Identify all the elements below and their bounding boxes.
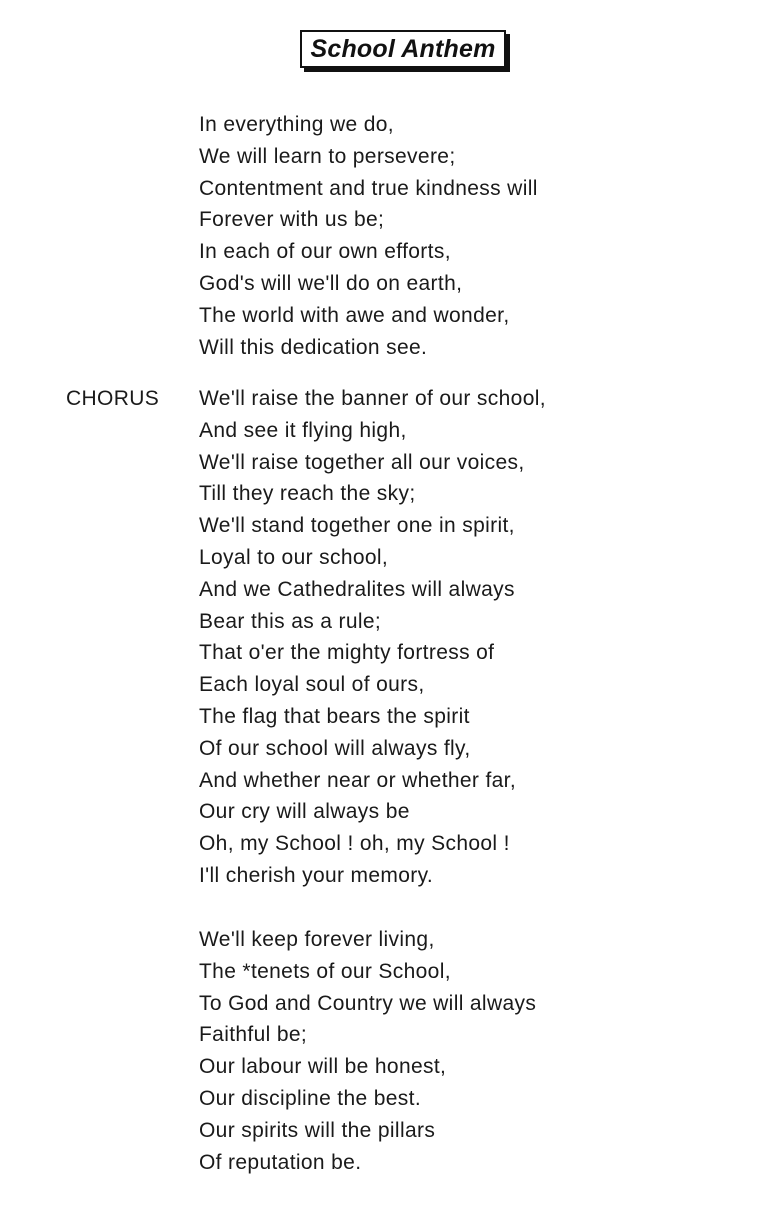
chorus-line: We'll raise the banner of our school, <box>199 387 546 410</box>
verse-1 <box>199 109 538 363</box>
chorus-line: And whether near or whether far, <box>199 768 517 792</box>
title-frame <box>300 30 510 72</box>
verse-line: Of reputation be. <box>199 1150 362 1174</box>
chorus-line: And we Cathedralites will always <box>199 577 515 601</box>
verse-line: In each of our own efforts, <box>199 240 451 264</box>
verse-line: Our discipline the best. <box>199 1086 422 1110</box>
page-title: School Anthem <box>310 34 496 63</box>
verse-2 <box>199 924 536 1178</box>
title-box <box>300 30 506 68</box>
verse-line: In everything we do, <box>199 113 394 136</box>
verse-line: To God and Country we will always <box>199 991 537 1015</box>
verse-line: We will learn to persevere; <box>199 144 456 168</box>
chorus-line: That o'er the mighty fortress of <box>199 641 495 665</box>
chorus-line: Of our school will always fly, <box>199 736 471 760</box>
chorus <box>199 383 546 892</box>
chorus-line: I'll cherish your memory. <box>199 863 434 887</box>
chorus-line: We'll stand together one in spirit, <box>199 514 515 538</box>
verse-line: Our labour will be honest, <box>199 1055 447 1079</box>
chorus-line: Oh, my School ! oh, my School ! <box>199 832 510 856</box>
verse-line: Contentment and true kindness will <box>199 176 538 200</box>
chorus-line: Our cry will always be <box>199 800 410 824</box>
chorus-line: Bear this as a rule; <box>199 609 382 633</box>
verse-line: Faithful be; <box>199 1023 308 1047</box>
verse-line: We'll keep forever living, <box>199 928 435 951</box>
verse-line: The world with awe and wonder, <box>199 303 510 327</box>
chorus-label: CHORUS <box>66 387 160 410</box>
chorus-line: Loyal to our school, <box>199 545 389 569</box>
chorus-line: We'll raise together all our voices, <box>199 450 525 474</box>
verse-line: Our spirits will the pillars <box>199 1118 436 1142</box>
verse-line: Will this dedication see. <box>199 335 428 359</box>
chorus-line: And see it flying high, <box>199 418 407 442</box>
chorus-line: Till they reach the sky; <box>199 482 416 506</box>
chorus-line: The flag that bears the spirit <box>199 704 470 728</box>
chorus-line: Each loyal soul of ours, <box>199 673 425 697</box>
verse-line: The *tenets of our School, <box>199 959 451 983</box>
verse-line: God's will we'll do on earth, <box>199 271 463 295</box>
verse-line: Forever with us be; <box>199 208 385 232</box>
